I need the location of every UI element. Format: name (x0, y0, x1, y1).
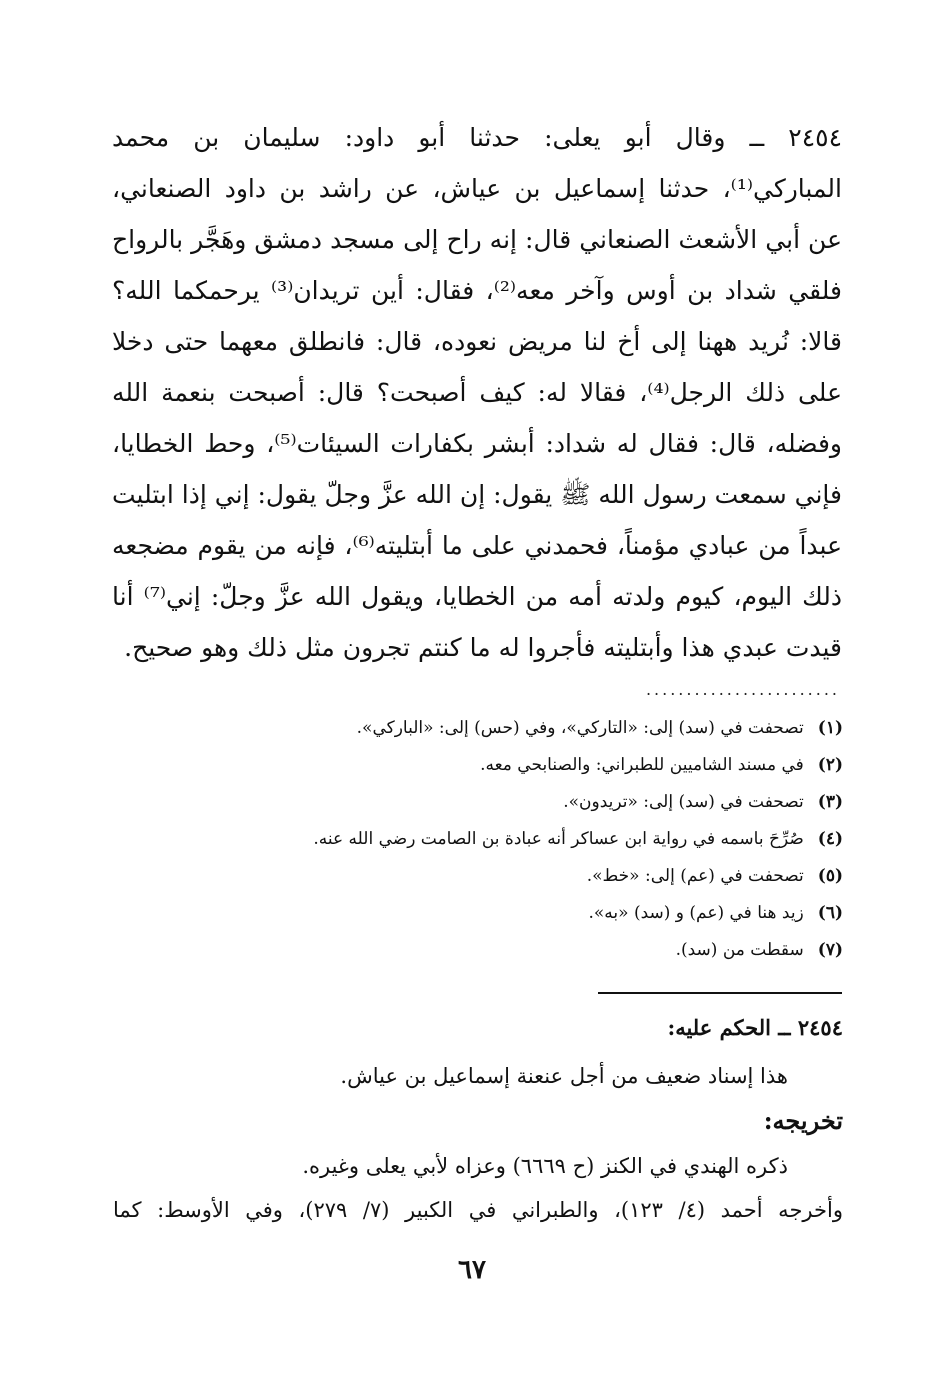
hadith-line: قالا: نُريد ههنا إلى أخ لنا مريض نعوده، قال: فانطلق معهما حتى دخلا (112, 327, 842, 356)
hadith-line: المباركي⁽¹⁾، حدثنا إسماعيل بن عياش، عن راشد بن داود الصنعاني، (112, 174, 842, 203)
hadith-line: فإني سمعت رسول الله ﷺ يقول: إن الله عزَّ وجلّ يقول: إني إذا ابتليت (112, 480, 842, 509)
footnote-number: (٦) (817, 903, 843, 923)
footnote-number: (٥) (817, 866, 843, 886)
footnote-text: تصحفت في (سد) إلى: «تريدون». (563, 792, 804, 812)
hadith-line: ذلك اليوم، كيوم ولدته أمه من الخطايا، ويقول الله عزَّ وجلّ: إني⁽⁷⁾ أنا (112, 582, 842, 611)
footnote-number: (٢) (817, 755, 843, 775)
hadith-line: قيدت عبدي هذا وأبتليته فأجروا له ما كنتم تجرون مثل ذلك وهو صحيح. (124, 633, 842, 662)
footnote-text: في مسند الشاميين للطبراني: والصنابحي معه. (480, 755, 804, 775)
hadith-line: عبداً من عبادي مؤمناً، فحمدني على ما أبتليته⁽⁶⁾، فإنه من يقوم مضجعه (112, 531, 842, 560)
takhrij-line: ذكره الهندي في الكنز (ح ٦٦٦٩) وعزاه لأبي يعلى وغيره. (302, 1154, 788, 1178)
footnote-item (283, 821, 843, 858)
footnote-item (283, 784, 843, 821)
footnotes-list (283, 710, 843, 969)
hadith-line: ٢٤٥٤ ــ وقال أبو يعلى: حدثنا أبو داود: سليمان بن محمد (112, 123, 842, 152)
hadith-line: وفضله، قال: فقال له شداد: أبشر بكفارات السيئات⁽⁵⁾، وحط الخطايا، (112, 429, 842, 458)
takhrij-heading: تخريجه: (763, 1106, 843, 1135)
footnote-number: (٧) (817, 940, 843, 960)
footnote-number: (٣) (817, 792, 843, 812)
ruling-text: هذا إسناد ضعيف من أجل عنعنة إسماعيل بن عياش. (340, 1064, 788, 1088)
footnote-item (283, 710, 843, 747)
footnote-text: تصحفت في (سد) إلى: «التاركي»، وفي (حس) إلى: «الباركي». (356, 718, 804, 738)
footnote-item (283, 747, 843, 784)
footnote-text: صُرِّحَ باسمه في رواية ابن عساكر أنه عبادة بن الصامت رضي الله عنه. (313, 829, 804, 849)
takhrij-line: وأخرجه أحمد (٤/ ١٢٣)، والطبراني في الكبير (٧/ ٢٧٩)، وفي الأوسط: كما (113, 1198, 843, 1222)
footnote-item (283, 932, 843, 969)
footnote-text: سقطت من (سد). (675, 940, 804, 960)
footnote-item (283, 895, 843, 932)
footnote-number: (٤) (817, 829, 843, 849)
section-divider (598, 992, 842, 994)
hadith-line: فلقي شداد بن أوس وآخر معه⁽²⁾، فقال: أين تريدان⁽³⁾ يرحمكما الله؟ (112, 276, 842, 305)
hadith-line: على ذلك الرجل⁽⁴⁾، فقالا له: كيف أصبحت؟ قال: أصبحت بنعمة الله (112, 378, 842, 407)
footnote-text: زيد هنا في (عم) و (سد) «به». (588, 903, 804, 923)
hadith-line: عن أبي الأشعث الصنعاني قال: إنه راح إلى مسجد دمشق وهَجَّر بالرواح (112, 225, 842, 254)
page-number: ٦٧ (458, 1255, 486, 1285)
footnote-text: تصحفت في (عم) إلى: «خط». (586, 866, 804, 886)
hadith-text-block (112, 112, 842, 673)
footnote-item (283, 858, 843, 895)
footnote-separator-dots: ........................ (645, 680, 840, 699)
footnote-number: (١) (817, 718, 843, 738)
ruling-heading: ٢٤٥٤ ــ الحكم عليه: (667, 1015, 843, 1040)
